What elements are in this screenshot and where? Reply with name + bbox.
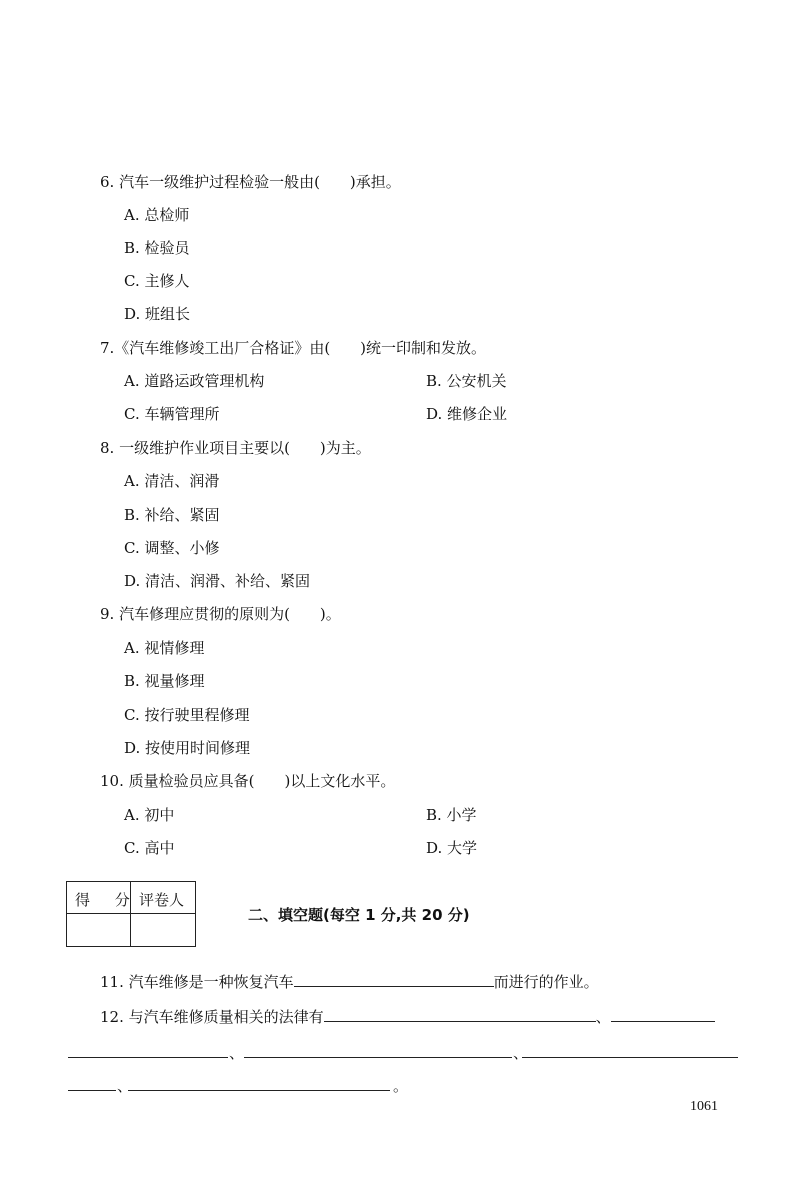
question-12-blank-4-start[interactable]: [522, 1057, 738, 1058]
question-12-sep-3: 、: [513, 1044, 529, 1062]
question-8-stem: 8. 一级维护作业项目主要以( )为主。: [100, 439, 371, 457]
grader-label: 评卷人: [139, 891, 185, 909]
question-9-option-b: B. 视量修理: [124, 672, 205, 690]
question-11-blank[interactable]: [294, 972, 494, 987]
question-9-option-c: C. 按行驶里程修理: [124, 706, 250, 724]
question-12-prefix-line: [100, 1007, 715, 1027]
question-12-sep-2: 、: [229, 1044, 245, 1062]
question-9-option-d: D. 按使用时间修理: [124, 739, 251, 757]
question-9-option-a: A. 视情修理: [124, 639, 205, 657]
question-11: [100, 972, 599, 992]
question-12-end-mark: 。: [393, 1077, 409, 1095]
score-table-row-divider: [67, 913, 195, 914]
section-2-title: 二、填空题(每空 1 分,共 20 分): [248, 906, 470, 924]
question-11-suffix: 而进行的作业。: [493, 973, 599, 991]
question-10-option-b: B. 小学: [426, 806, 477, 824]
page-number: 1061: [690, 1099, 718, 1114]
question-7-option-a: A. 道路运政管理机构: [124, 372, 265, 390]
question-10-option-c: C. 高中: [124, 839, 175, 857]
question-6-option-d: D. 班组长: [124, 305, 191, 323]
question-6-option-a: A. 总检师: [124, 206, 190, 224]
question-12-sep-4: 、: [117, 1077, 133, 1095]
question-7-option-c: C. 车辆管理所: [124, 405, 220, 423]
question-7-option-b: B. 公安机关: [426, 372, 507, 390]
question-8-option-a: A. 清洁、润滑: [124, 472, 220, 490]
question-7-stem: 7.《汽车维修竣工出厂合格证》由( )统一印制和发放。: [100, 339, 487, 357]
question-12-blank-4-end[interactable]: [68, 1090, 116, 1091]
score-label: 得 分: [75, 891, 140, 909]
question-9-stem: 9. 汽车修理应贯彻的原则为( )。: [100, 605, 341, 623]
question-8-option-c: C. 调整、小修: [124, 539, 220, 557]
question-12-blank-5[interactable]: [128, 1090, 390, 1091]
question-6-option-b: B. 检验员: [124, 239, 190, 257]
question-6-option-c: C. 主修人: [124, 272, 190, 290]
question-6-stem: 6. 汽车一级维护过程检验一般由( )承担。: [100, 173, 401, 191]
score-table: [66, 881, 196, 947]
question-12-blank-3[interactable]: [244, 1057, 512, 1058]
question-12-blank-2-start[interactable]: [611, 1007, 715, 1022]
question-10-stem: 10. 质量检验员应具备( )以上文化水平。: [100, 772, 396, 790]
question-12-sep-1: 、: [595, 1008, 611, 1026]
question-11-prefix: 11. 汽车维修是一种恢复汽车: [100, 973, 294, 991]
question-10-option-a: A. 初中: [124, 806, 175, 824]
question-10-option-d: D. 大学: [426, 839, 478, 857]
question-8-option-b: B. 补给、紧固: [124, 506, 220, 524]
question-7-option-d: D. 维修企业: [426, 405, 508, 423]
question-12-blank-2-end[interactable]: [68, 1057, 228, 1058]
question-12-prefix: 12. 与汽车维修质量相关的法律有: [100, 1008, 324, 1026]
question-8-option-d: D. 清洁、润滑、补给、紧固: [124, 572, 311, 590]
question-12-blank-1[interactable]: [324, 1007, 596, 1022]
